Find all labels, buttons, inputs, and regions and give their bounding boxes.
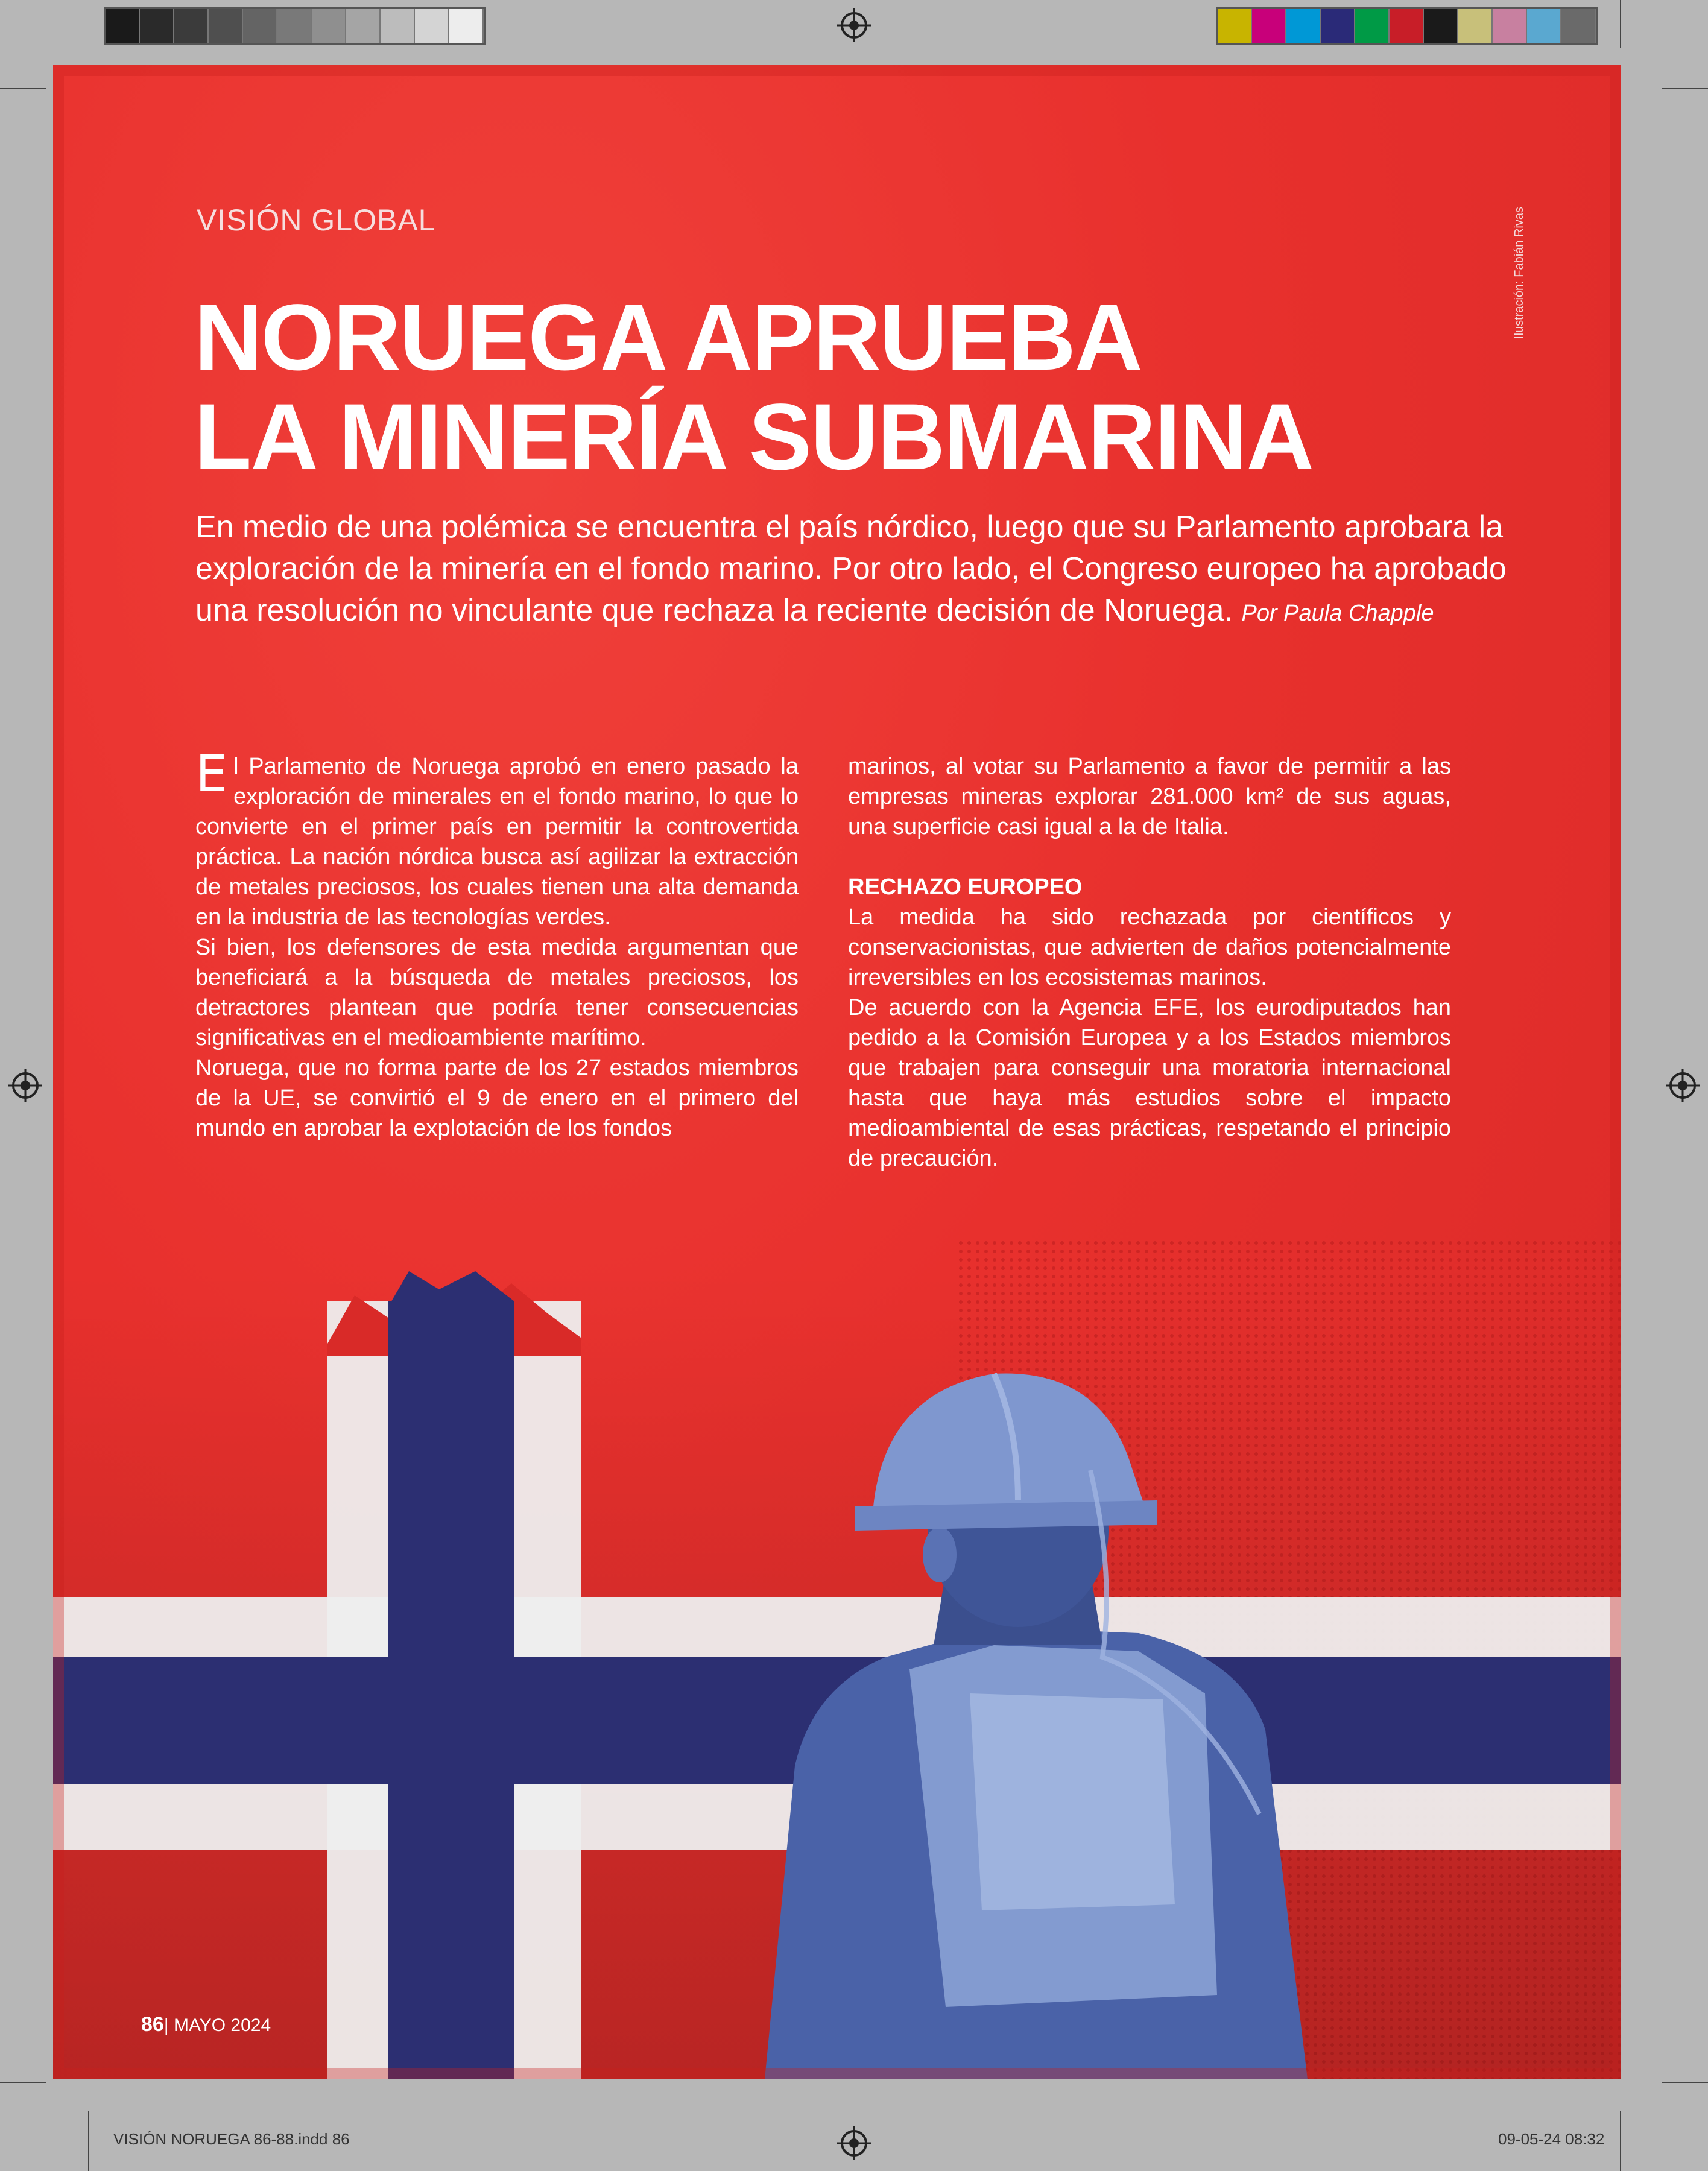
body-paragraph: Si bien, los defensores de esta medida argumentan que beneficiará a la búsqueda de metales preciosos, los detractores plantean que podría tener consecuencias significativas en el medioambiente marítimo.: [195, 935, 799, 1051]
process-swatch-4: [1321, 9, 1355, 43]
grayscale-bar: [104, 7, 486, 45]
registration-mark-left: [12, 1072, 39, 1099]
process-swatch-9: [1493, 9, 1527, 43]
body-column-2: [848, 751, 1451, 1174]
body-paragraph: De acuerdo con la Agencia EFE, los eurodiputados han pedido a la Comisión Europea y a los Estados miembros que trabajen para conseguir una moratoria internacional hasta que haya más estudios sobre el impacto medioambiental de esas prácticas, respetando el principio de precaución.: [848, 995, 1451, 1171]
body-paragraph: marinos, al votar su Parlamento a favor de permitir a las empresas mineras explorar 281.000 km² de sus aguas, una superficie casi igual a la de Italia.: [848, 754, 1451, 839]
crop-mark: [0, 88, 46, 89]
issue-date: | MAYO 2024: [163, 2015, 271, 2035]
headline: [194, 285, 1521, 490]
slug-datetime: 09-05-24 08:32: [1498, 2130, 1605, 2148]
lede-paragraph: [195, 507, 1510, 634]
gray-swatch-5: [243, 9, 277, 43]
gray-swatch-4: [209, 9, 243, 43]
byline: Por Paula Chapple: [1241, 601, 1434, 626]
registration-mark-right: [1669, 1072, 1696, 1099]
process-swatch-6: [1390, 9, 1424, 43]
process-color-bar: [1216, 7, 1598, 45]
gray-swatch-10: [415, 9, 449, 43]
headline-line-2: LA MINERÍA SUBMARINA: [194, 385, 1314, 490]
crop-mark: [0, 2082, 46, 2083]
registration-mark-bottom: [841, 2130, 867, 2157]
subheading: RECHAZO EUROPEO: [848, 874, 1083, 900]
page-number: 86: [141, 2013, 164, 2036]
process-swatch-7: [1424, 9, 1458, 43]
process-swatch-3: [1286, 9, 1321, 43]
gray-swatch-9: [381, 9, 415, 43]
body-paragraph: l Parlamento de Noruega aprobó en enero pasado la exploración de minerales en el fondo marino, lo que lo convierte en el primer país en permitir la controvertida práctica. La nación nórdica busca así agilizar la extracción de metales preciosos, los cuales tienen una alta demanda en la industria de las tecnologías verdes.: [195, 754, 799, 930]
process-swatch-5: [1355, 9, 1390, 43]
slug-file-name: VISIÓN NORUEGA 86-88.indd 86: [113, 2130, 350, 2148]
body-column-1: [195, 744, 799, 1143]
crop-mark: [1662, 88, 1708, 89]
crop-mark: [88, 2111, 89, 2171]
gray-swatch-7: [312, 9, 346, 43]
process-swatch-11: [1561, 9, 1596, 43]
headline-line-1: NORUEGA APRUEBA: [194, 285, 1142, 390]
crop-mark: [1662, 2082, 1708, 2083]
dropcap: E: [195, 744, 228, 803]
crop-mark: [1620, 0, 1621, 48]
process-swatch-2: [1252, 9, 1286, 43]
process-swatch-1: [1218, 9, 1252, 43]
gray-swatch-11: [449, 9, 484, 43]
illustration-credit: Ilustración: Fabián Rivas: [1513, 207, 1526, 339]
magazine-page: [53, 65, 1621, 2079]
lede-text: En medio de una polémica se encuentra el país nórdico, luego que su Parlamento aprobara la exploración de la minería en el fondo marino. Por otro lado, el Congreso europeo ha aprobado una resolución no vinculante que rechaza la reciente decisión de Noruega.: [195, 510, 1507, 628]
gray-swatch-6: [277, 9, 312, 43]
gray-swatch-1: [106, 9, 140, 43]
gray-swatch-2: [140, 9, 174, 43]
section-kicker: VISIÓN GLOBAL: [197, 203, 436, 237]
body-paragraph: La medida ha sido rechazada por científicos y conservacionistas, que advierten de daños potencialmente irreversibles en los ecosistemas marinos.: [848, 905, 1451, 990]
gray-swatch-8: [346, 9, 381, 43]
process-swatch-8: [1458, 9, 1493, 43]
process-swatch-10: [1527, 9, 1561, 43]
body-paragraph: Noruega, que no forma parte de los 27 estados miembros de la UE, se convirtió el 9 de enero en el primero del mundo en aprobar la explotación de los fondos: [195, 1055, 799, 1141]
crop-mark: [1620, 2111, 1621, 2171]
registration-mark-top: [841, 12, 867, 39]
folio: [141, 2013, 271, 2037]
gray-swatch-3: [174, 9, 209, 43]
